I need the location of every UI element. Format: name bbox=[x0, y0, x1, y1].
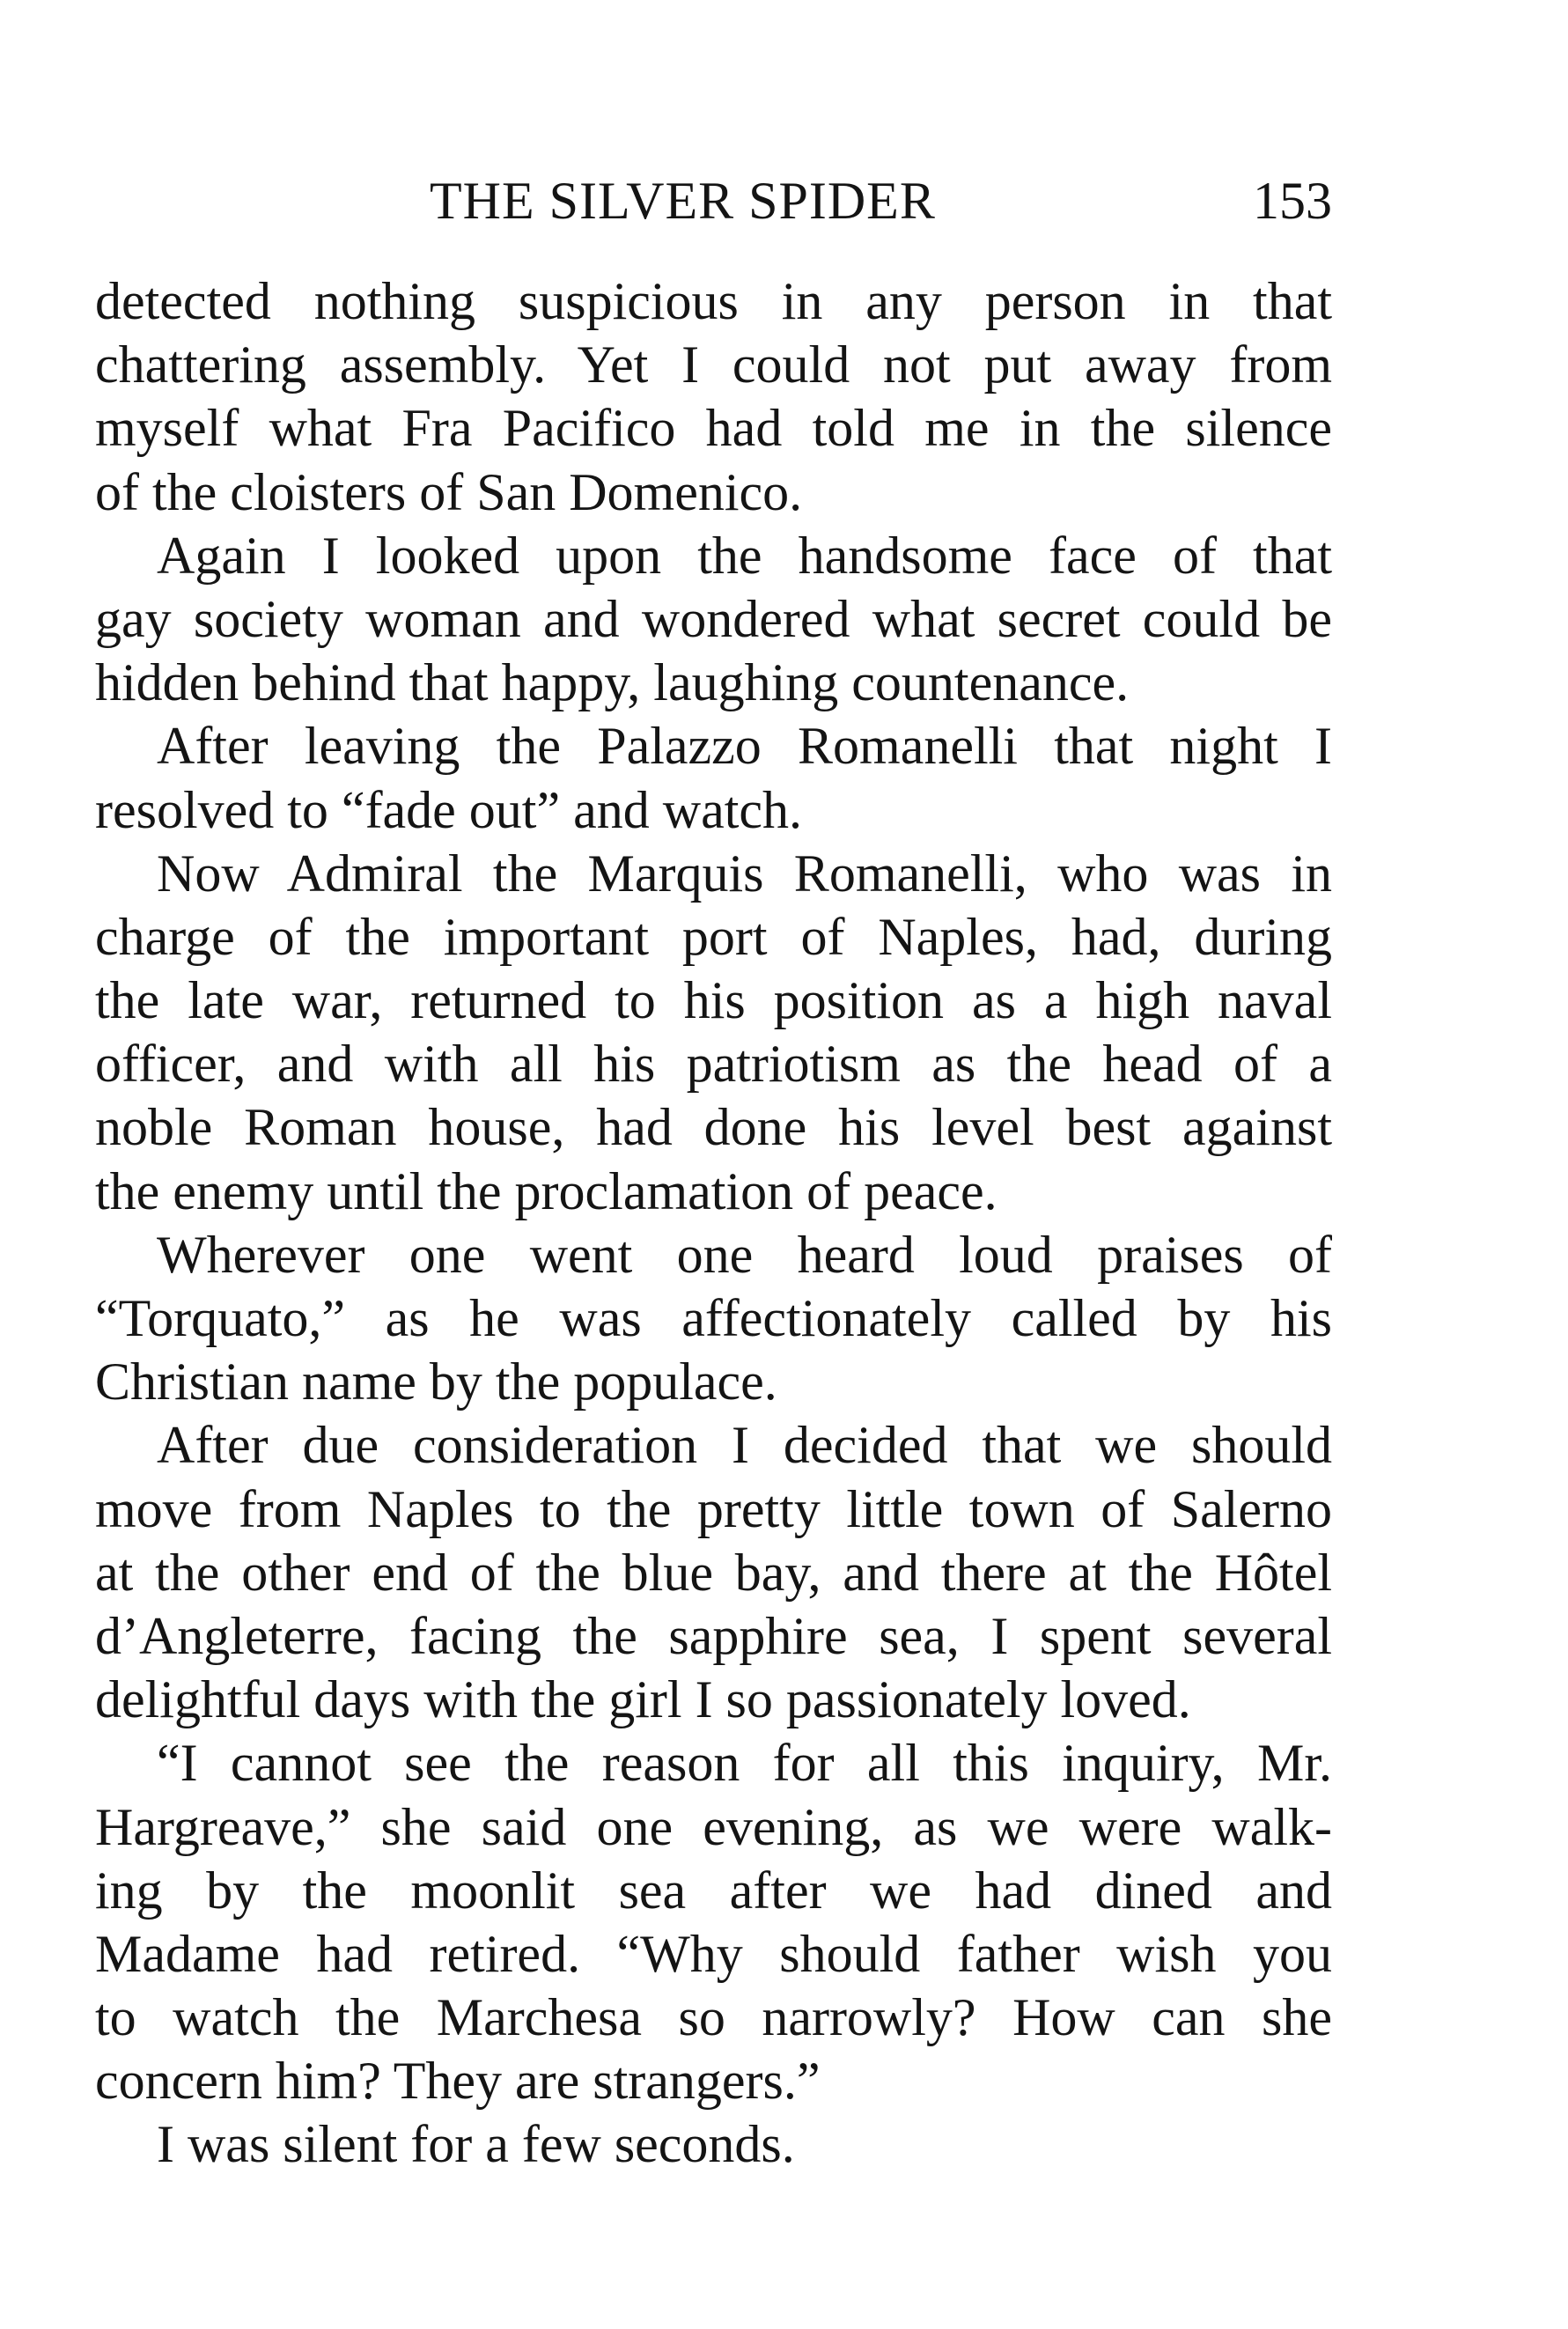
paragraph bbox=[95, 842, 1332, 1223]
paragraph bbox=[95, 2112, 1332, 2176]
text-line: the late war, returned to his position as a high naval bbox=[95, 971, 1332, 1030]
text-line: Now Admiral the Marquis Romanelli, who was in bbox=[157, 844, 1332, 903]
text-line: gay society woman and wondered what secret could be bbox=[95, 589, 1332, 648]
text-line: Wherever one went one heard loud praises of bbox=[157, 1225, 1332, 1284]
text-line: concern him? They are strangers.” bbox=[95, 2052, 821, 2111]
text-line: chattering assembly. Yet I could not put away from bbox=[95, 335, 1332, 394]
text-line: “I cannot see the reason for all this inquiry, Mr. bbox=[157, 1734, 1332, 1793]
running-title: THE SILVER SPIDER bbox=[430, 172, 936, 230]
text-line: “Torquato,” as he was affectionately called by his bbox=[95, 1289, 1332, 1347]
text-line: d’Angleterre, facing the sapphire sea, I spent several bbox=[95, 1606, 1332, 1665]
paragraph bbox=[95, 269, 1332, 524]
text-line: delightful days with the girl I so passionately loved. bbox=[95, 1670, 1191, 1729]
text-line: move from Naples to the pretty little town of Salerno bbox=[95, 1479, 1332, 1538]
text-line: hidden behind that happy, laughing countenance. bbox=[95, 653, 1130, 712]
text-line: ing by the moonlit sea after we had dined and bbox=[95, 1861, 1332, 1920]
text-line: the enemy until the proclamation of peace. bbox=[95, 1161, 997, 1220]
text-line: charge of the important port of Naples, had, during bbox=[95, 907, 1332, 966]
paragraph bbox=[95, 524, 1332, 715]
text-line: resolved to “fade out” and watch. bbox=[95, 780, 802, 839]
page-number: 153 bbox=[1253, 172, 1332, 230]
running-head bbox=[95, 166, 1332, 236]
paragraph bbox=[95, 1413, 1332, 1731]
text-line: myself what Fra Pacifico had told me in the silence bbox=[95, 399, 1332, 458]
text-line: noble Roman house, had done his level best against bbox=[95, 1098, 1332, 1157]
paragraph bbox=[95, 1223, 1332, 1414]
text-line: of the cloisters of San Domenico. bbox=[95, 462, 803, 521]
text-line: Madame had retired. “Why should father wish you bbox=[95, 1924, 1332, 1983]
text-line: Christian name by the populace. bbox=[95, 1352, 777, 1411]
text-line: officer, and with all his patriotism as the head of a bbox=[95, 1035, 1332, 1094]
paragraph bbox=[95, 1731, 1332, 2112]
text-line: After leaving the Palazzo Romanelli that night I bbox=[157, 717, 1332, 776]
text-line: at the other end of the blue bay, and there at the Hôtel bbox=[95, 1543, 1332, 1602]
text-line: detected nothing suspicious in any person in that bbox=[95, 272, 1332, 330]
paragraph bbox=[95, 714, 1332, 841]
text-line: Again I looked upon the handsome face of that bbox=[157, 526, 1332, 585]
body-text bbox=[95, 269, 1332, 2177]
text-line: After due consideration I decided that we should bbox=[157, 1416, 1332, 1475]
text-line: to watch the Marchesa so narrowly? How can she bbox=[95, 1988, 1332, 2047]
text-line: I was silent for a few seconds. bbox=[157, 2115, 795, 2174]
text-line: Hargreave,” she said one evening, as we were walk- bbox=[95, 1797, 1332, 1856]
